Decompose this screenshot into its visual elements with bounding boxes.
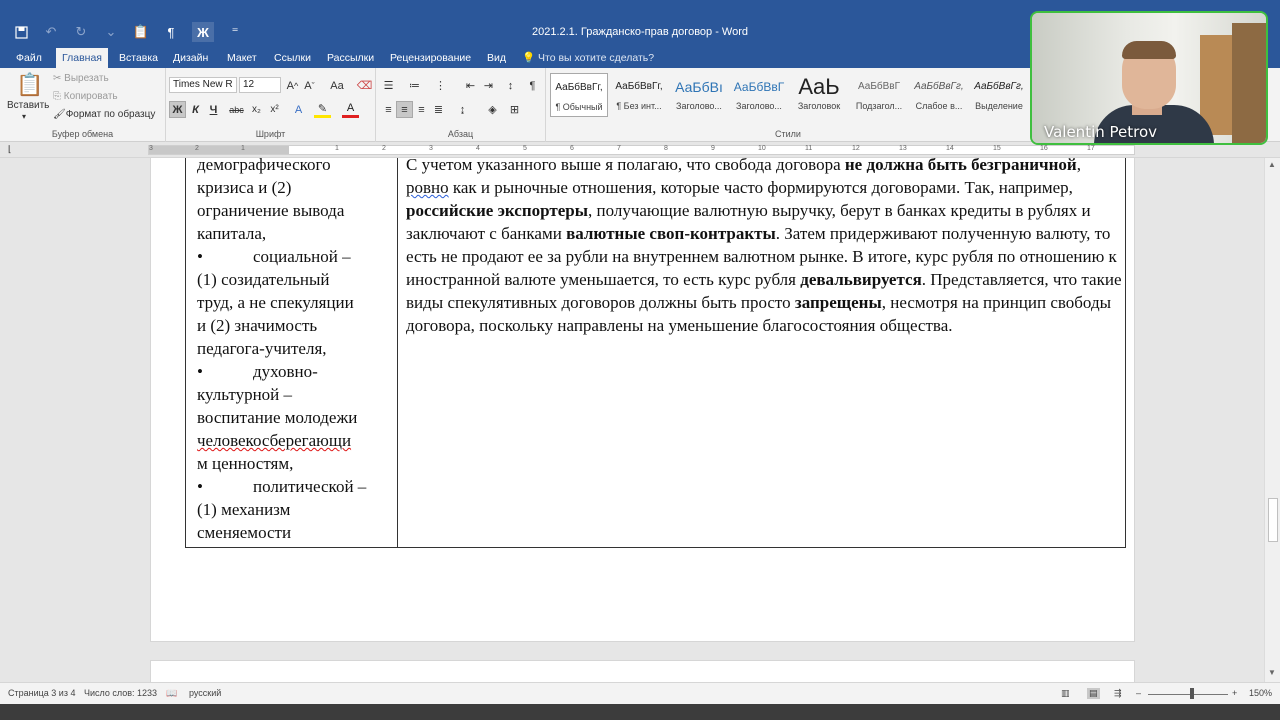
ruler-tick: 13 bbox=[899, 145, 907, 152]
taskbar-strip bbox=[0, 704, 1280, 720]
ruler-tick: 7 bbox=[617, 145, 621, 152]
scroll-up-icon[interactable]: ▲ bbox=[1268, 160, 1276, 169]
tell-me-search[interactable] bbox=[522, 48, 654, 68]
lightbulb-icon: 💡 bbox=[522, 52, 536, 64]
font-color-icon[interactable]: A bbox=[342, 101, 359, 118]
tab-insert[interactable]: Вставка bbox=[119, 52, 159, 64]
redo-icon[interactable]: ↻ bbox=[75, 24, 87, 39]
ruler-tick: 2 bbox=[382, 145, 386, 152]
format-painter-button[interactable]: 🖌Формат по образцу bbox=[53, 109, 156, 120]
style-normal[interactable]: АаБбВвГг, ¶ Обычный bbox=[550, 73, 608, 117]
webcam-door bbox=[1232, 23, 1268, 145]
ruler-tick: 4 bbox=[476, 145, 480, 152]
bullet: • bbox=[197, 477, 203, 496]
highlight-icon[interactable]: ✎ bbox=[314, 101, 331, 118]
proofing-icon[interactable]: 📖 bbox=[166, 688, 178, 698]
tab-references[interactable]: Ссылки bbox=[274, 52, 311, 64]
tab-selector-icon[interactable]: ⌊ bbox=[8, 144, 12, 154]
ruler-tick: 3 bbox=[149, 145, 153, 152]
zoom-out-button[interactable]: – bbox=[1136, 688, 1142, 698]
grammar-flag: ровно bbox=[406, 178, 449, 197]
table-cell-left[interactable]: демографического кризиса и (2) ограничение вывода капитала, • социальной – (1) созидательный труд, а не спекуляции и (2) значимость педагога-учителя, • духовно- культурной – воспитание молодежи человекосберегающи м ценностям, • политической – (1) механизм сменяемости bbox=[197, 158, 393, 544]
ruler-tick: 16 bbox=[1040, 145, 1048, 152]
table-cell-right[interactable]: С учетом указанного выше я полагаю, что свобода договора не должна быть безграничной, ровно как и рыночные отношения, которые часто формируются договорами. Так, например, российские экспортеры, получающие валютную выручку, берут в банках кредиты в рублях и заключают с банками валютные своп-контракты. Затем придерживают полученную валюту, то есть не продают ее за рубли на внутреннем валютном рынке. В итоге, курс рубля по отношению к иностранной валюте уменьшается, то есть курс рубля девальвируется. Представляется, что такие виды спекулятивных договоров должны быть просто запрещены, несмотря на принцип свободы договора, поскольку направлены на уменьшение благосостояния общества. bbox=[406, 158, 1122, 335]
multilevel-list-icon[interactable]: ⋮ bbox=[435, 80, 446, 92]
word-count[interactable]: Число слов: 1233 bbox=[84, 688, 158, 698]
subscript-button[interactable]: x₂ bbox=[252, 104, 261, 115]
ruler-tick: 10 bbox=[758, 145, 766, 152]
font-name-combo[interactable]: Times New R bbox=[169, 77, 237, 93]
web-layout-icon[interactable]: ⇶ bbox=[1114, 688, 1122, 698]
qat-dropdown-icon[interactable]: ⁼ bbox=[231, 24, 239, 39]
italic-button[interactable]: К bbox=[192, 103, 199, 116]
ruler-tick: 15 bbox=[993, 145, 1001, 152]
copy-button[interactable]: ⎘ Копировать bbox=[53, 91, 118, 102]
style-title[interactable]: AaЬ Заголовок bbox=[797, 74, 841, 111]
sort-icon[interactable]: ↕ bbox=[507, 79, 514, 92]
cut-button[interactable]: ✂ Вырезать bbox=[53, 73, 109, 84]
webcam-overlay bbox=[1030, 11, 1268, 145]
text-effects-icon[interactable]: A bbox=[294, 103, 303, 116]
bullet: • bbox=[197, 247, 203, 266]
list-item: • политической – bbox=[197, 477, 367, 496]
paste-button[interactable]: Вставить bbox=[7, 100, 50, 111]
borders-icon[interactable]: ⊞ bbox=[509, 104, 520, 116]
bold-button[interactable]: Ж bbox=[169, 101, 186, 118]
grow-font-icon[interactable]: A ^ bbox=[286, 79, 299, 92]
status-bar bbox=[0, 682, 1280, 704]
ruler-tick: 9 bbox=[711, 145, 715, 152]
presenter-hair bbox=[1122, 41, 1176, 59]
brush-icon: 🖌 bbox=[53, 109, 66, 120]
page-count[interactable]: Страница 3 из 4 bbox=[8, 688, 76, 698]
scroll-down-icon[interactable]: ▼ bbox=[1268, 668, 1276, 677]
ruler-tick: 1 bbox=[335, 145, 339, 152]
tell-me-label: Что вы хотите сделать? bbox=[538, 52, 655, 64]
pilcrow-icon[interactable]: ¶ bbox=[167, 24, 175, 40]
increase-indent-icon[interactable]: ⇥ bbox=[483, 80, 494, 92]
paste-dropdown-icon[interactable]: ▾ bbox=[22, 112, 27, 121]
style-subtitle[interactable]: АаБбВвГ Подзагол... bbox=[855, 81, 903, 111]
copy-icon: ⎘ bbox=[53, 91, 64, 102]
tab-home[interactable]: Главная bbox=[56, 48, 108, 68]
scroll-thumb[interactable] bbox=[1268, 498, 1278, 542]
font-group-label: Шрифт bbox=[255, 129, 286, 139]
ruler-tick: 2 bbox=[195, 145, 199, 152]
page[interactable] bbox=[150, 660, 1135, 682]
ruler-tick: 14 bbox=[946, 145, 954, 152]
table-column-divider[interactable] bbox=[397, 158, 398, 547]
styles-group-label: Стили bbox=[775, 129, 801, 139]
strikethrough-button[interactable]: abc bbox=[229, 104, 244, 115]
paste-big-icon[interactable]: 📋 bbox=[16, 72, 44, 97]
language[interactable]: русский bbox=[189, 688, 222, 698]
zoom-in-button[interactable]: + bbox=[1232, 688, 1238, 698]
vertical-scrollbar[interactable] bbox=[1264, 158, 1280, 682]
style-emphasis[interactable]: АаБбВвГг, Выделение bbox=[974, 81, 1024, 111]
document-area[interactable] bbox=[0, 158, 1264, 682]
scissors-icon: ✂ bbox=[53, 73, 65, 84]
ruler-tick: 5 bbox=[523, 145, 527, 152]
style-no-spacing[interactable]: АаБбВвГг, ¶ Без инт... bbox=[615, 81, 663, 111]
presenter-name: Valentin Petrov bbox=[1044, 123, 1158, 141]
ruler-tick: 8 bbox=[664, 145, 668, 152]
tab-layout[interactable]: Макет bbox=[227, 52, 257, 64]
paragraph-group bbox=[376, 68, 546, 142]
list-item: • духовно- bbox=[197, 362, 318, 381]
tab-mailings[interactable]: Рассылки bbox=[327, 52, 375, 64]
ruler-tick: 3 bbox=[429, 145, 433, 152]
misspelled-word: человекосберегающи bbox=[197, 431, 352, 450]
bold-qat-button[interactable]: Ж bbox=[192, 22, 214, 42]
zoom-level[interactable]: 150% bbox=[1249, 688, 1273, 698]
clear-format-icon[interactable]: ⌫ bbox=[356, 80, 373, 92]
ruler-tick: 17 bbox=[1087, 145, 1095, 152]
page[interactable] bbox=[150, 158, 1135, 642]
style-heading-1[interactable]: АаБбВı Заголово... bbox=[675, 79, 723, 111]
clipboard-group bbox=[0, 68, 166, 142]
styles-group bbox=[546, 68, 1030, 142]
font-size-combo[interactable]: 12 bbox=[239, 77, 281, 93]
read-mode-icon[interactable]: ▥ bbox=[1061, 688, 1070, 698]
zoom-slider-thumb[interactable] bbox=[1190, 688, 1194, 699]
align-right-icon[interactable]: ≡ bbox=[418, 103, 425, 116]
font-group bbox=[166, 68, 376, 142]
justify-icon[interactable]: ≣ bbox=[433, 104, 444, 116]
tab-file[interactable]: Файл bbox=[16, 52, 42, 64]
decrease-indent-icon[interactable]: ⇤ bbox=[465, 80, 476, 92]
shrink-font-icon[interactable]: A ˇ bbox=[304, 79, 315, 92]
style-heading-2[interactable]: АаБбВвГ Заголово... bbox=[733, 80, 785, 111]
ruler-track bbox=[148, 145, 1135, 155]
ruler-tick: 6 bbox=[570, 145, 574, 152]
numbering-icon[interactable]: ≔ bbox=[409, 80, 420, 92]
align-center-icon[interactable]: ≡ bbox=[396, 101, 413, 118]
print-layout-icon[interactable]: ▤ bbox=[1089, 688, 1098, 698]
list-item: • социальной – bbox=[197, 247, 351, 266]
bullets-icon[interactable]: ☰ bbox=[383, 80, 394, 92]
paragraph-group-label: Абзац bbox=[447, 129, 474, 139]
ruler-tick: 1 bbox=[241, 145, 245, 152]
paste-icon[interactable]: 📋 bbox=[132, 24, 150, 39]
underline-button[interactable]: Ч bbox=[209, 103, 218, 116]
shading-icon[interactable]: ◈ bbox=[488, 104, 497, 116]
zoom-slider[interactable] bbox=[1148, 694, 1228, 695]
clipboard-group-label: Буфер обмена bbox=[51, 129, 114, 139]
tab-view[interactable]: Вид bbox=[487, 52, 506, 64]
align-left-icon[interactable]: ≡ bbox=[385, 103, 392, 116]
tab-review[interactable]: Рецензирование bbox=[390, 52, 472, 64]
ruler-tick: 12 bbox=[852, 145, 860, 152]
change-case-button[interactable]: Aa bbox=[330, 79, 344, 92]
ruler-tick: 11 bbox=[805, 145, 813, 152]
ruler-left-margin bbox=[149, 146, 289, 154]
show-marks-icon[interactable]: ¶ bbox=[529, 79, 536, 92]
tab-design[interactable]: Дизайн bbox=[173, 52, 209, 64]
document-title: 2021.2.1. Гражданско-прав договор - Word bbox=[531, 26, 749, 38]
customize-icon[interactable]: ⌄ bbox=[105, 24, 117, 39]
document-table[interactable] bbox=[185, 158, 1126, 548]
superscript-button[interactable]: x² bbox=[270, 104, 279, 115]
line-spacing-icon[interactable]: ↨ bbox=[459, 103, 466, 116]
undo-icon[interactable]: ↶ bbox=[45, 24, 57, 39]
style-subtle-emphasis[interactable]: АаБбВвГг, Слабое в... bbox=[914, 81, 964, 111]
bullet: • bbox=[197, 362, 203, 381]
